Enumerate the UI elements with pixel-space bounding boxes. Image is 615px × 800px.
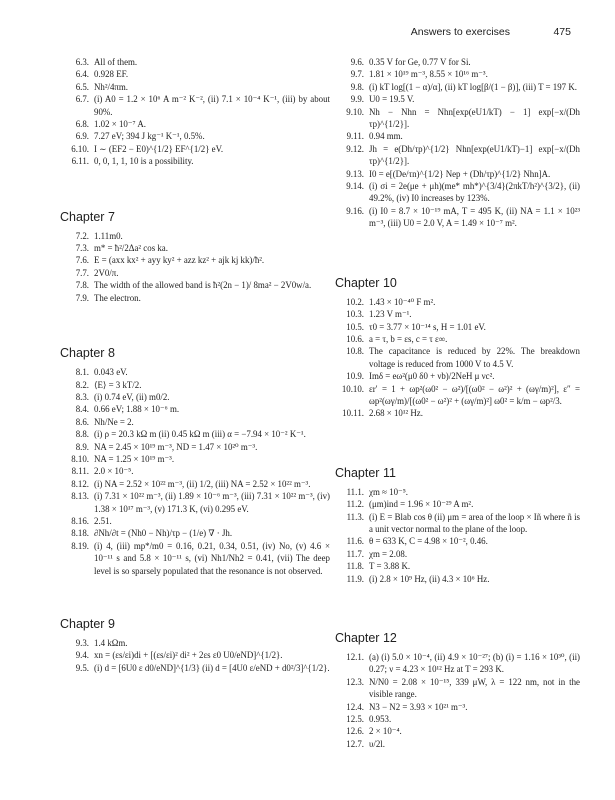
answer-text: The width of the allowed band is ħ²(2n − 1)/ 8ma² − 2V0w/a. [94,280,312,291]
exercise-number: 6.4. [75,69,89,80]
chapter-heading: Chapter 8 [60,346,115,361]
answer-entry [335,143,580,168]
answer-text: 1.02 × 10⁻⁷ A. [94,119,146,130]
answer-text: (i) I0 = 8.7 × 10⁻¹⁹ mA, T = 495 K, (ii) NA = 1.1 × 10²³ m⁻³, (iii) U0 = 2.0 V, A = 1.49 × 10⁻⁷ m². [369,205,580,229]
answer-entry [60,379,330,391]
answer-entry [335,296,580,308]
answer-text: (i) ρ = 20.3 kΩ m (ii) 0.45 kΩ m (iii) α = −7.94 × 10⁻² K⁻¹. [94,429,306,440]
answer-entry [60,441,330,453]
exercise-number: 10.3. [346,309,364,320]
answer-text: Nh²/4πm. [94,81,129,92]
answer-text: Jh = e(Dh/τp)^{1/2} Nhn[exp(eU1/kT)−1] exp[−x/(Dh τp)^{1/2}]. [369,143,580,167]
exercise-number: 8.18. [71,528,89,539]
answer-entry [60,403,330,415]
answer-entry [335,407,580,419]
exercise-number: 10.10. [341,383,364,394]
answer-entry [335,676,580,701]
exercise-number: 8.9. [75,441,89,452]
answer-text: (i) E = Blab cos θ (ii) μm = area of the loop × Iñ where ñ is a unit vector normal to the plane of the loop. [369,511,580,534]
answer-entry [60,81,330,93]
answer-entry [335,651,580,676]
answer-text: NA = 1.25 × 10¹⁹ m⁻³. [94,453,175,464]
answer-text: (i) 2.8 × 10⁹ Hz, (ii) 4.3 × 10⁶ Hz. [369,573,490,584]
answer-entry [335,345,580,370]
answer-entry [60,230,330,242]
answer-text: N/N0 = 2.08 × 10⁻¹⁵, 339 μW, λ = 122 nm, not in the visible range. [369,676,580,700]
section-spacer [60,168,330,210]
answer-text: ⟨E⟩ = 3 kT/2. [94,379,142,390]
answer-entry [335,333,580,345]
exercise-number: 12.7. [346,738,364,749]
page-header [0,26,615,42]
answer-text: (i) 7.31 × 10²² m⁻³, (ii) 1.89 × 10⁻⁶ m⁻³, (iii) 7.31 × 10²² m⁻³, (iv) 1.38 × 10¹⁷ m⁻³, (v) 171.3 K, (vi) 0.295 eV. [94,491,330,514]
section-spacer [335,585,580,631]
exercise-number: 8.3. [75,391,89,402]
section-spacer [335,420,580,466]
answer-text: 0.043 eV. [94,367,128,378]
exercise-number: 8.6. [75,416,89,427]
answer-text: εr′ = 1 + ωp²(ω0² − ω²)/[(ω0² − ω²)² + (ωγ/m)²], ε″ = ωp²(ωγ/m)/[(ω0² − ω²)² + (ωγ/m)²] ω0² = k/m − ωp²/3. [369,383,580,406]
answer-text: χm = 2.08. [369,548,408,559]
left-column [60,56,330,674]
answer-text: xn = (εs/εi)di + [(εs/εi)² di² + 2εs ε0 U0/eND]^{1/2}. [94,650,283,661]
answer-entry [60,540,330,577]
answer-entry [335,725,580,737]
answer-entry [60,490,330,515]
answer-entry [60,662,330,674]
exercise-number: 11.3. [346,511,364,522]
exercise-number: 8.4. [75,404,89,415]
exercise-number: 12.4. [346,701,364,712]
answer-entry [60,68,330,80]
answer-text: ∂Nh/∂t = (Nh0 − Nh)/τp − (1/e) ∇ · Jh. [94,528,233,539]
answer-entry [335,205,580,230]
answer-entry [335,93,580,105]
answer-entry [60,292,330,304]
answer-entry [335,738,580,750]
answer-text: All of them. [94,57,138,67]
answer-entry [335,168,580,180]
answer-entry [60,242,330,254]
exercise-number: 9.5. [75,662,89,673]
answer-text: 2.51. [94,515,112,526]
exercise-number: 8.2. [75,379,89,390]
exercise-number: 9.9. [350,94,364,105]
answer-entry [60,267,330,279]
answer-text: T = 3.88 K. [369,561,411,572]
exercise-number: 7.6. [75,255,89,266]
answer-text: (i) kT log[(1 − α)/α], (ii) kT log[β/(1 − β)], (iii) T = 197 K. [369,81,577,92]
exercise-number: 8.16. [71,515,89,526]
answer-text: a = τ, b = εs, c = τ ε∞. [369,333,448,344]
answer-text: 1.43 × 10⁻⁴⁰ F m². [369,296,436,307]
exercise-number: 9.16. [346,205,364,216]
exercise-number: 9.6. [350,57,364,67]
chapter-heading: Chapter 11 [335,465,396,480]
exercise-number: 9.11. [346,131,364,142]
section-spacer [60,304,330,346]
answer-entry [60,279,330,291]
answer-entry [60,391,330,403]
exercise-number: 9.7. [350,69,364,80]
answer-text: (i) 0.74 eV, (ii) m0/2. [94,391,170,402]
exercise-number: 9.12. [346,143,364,154]
exercise-number: 7.3. [75,243,89,254]
answer-text: Nh − Nhn = Nhn[exp(eU1/kT) − 1] exp[−x/(Dh τp)^{1/2}]. [369,106,580,130]
exercise-number: 9.3. [75,638,89,648]
exercise-number: 12.5. [346,714,364,725]
answer-entry [335,713,580,725]
answer-text: 0.66 eV; 1.88 × 10⁻⁶ m. [94,404,180,415]
answer-entry [60,118,330,130]
answer-entry [335,68,580,80]
exercise-number: 11.9. [346,573,364,584]
answer-entry [60,527,330,539]
exercise-number: 9.10. [346,106,364,117]
exercise-number: 10.2. [346,296,364,307]
answer-text: 0.35 V for Ge, 0.77 V for Si. [369,57,471,67]
chapter-heading: Chapter 9 [60,617,115,631]
answer-entry [335,548,580,560]
page-number: 475 [553,26,571,38]
exercise-number: 12.3. [346,676,364,687]
answer-text: (i) NA = 2.52 × 10²² m⁻³, (ii) 1/2, (iii) NA = 2.52 × 10²² m⁻³. [94,478,311,489]
exercise-number: 8.10. [71,453,89,464]
answer-text: E = (axx kx² + ayy ky² + azz kz² + ajk kj kk)/ħ². [94,255,265,266]
answer-entry [60,93,330,118]
exercise-number: 10.6. [346,333,364,344]
answer-text: I ∼ (EF2 − E0)^{1/2} EF^{1/2} eV. [94,143,224,154]
exercise-number: 7.8. [75,280,89,291]
answer-entry [335,498,580,510]
section-spacer [60,577,330,617]
answer-text: The capacitance is reduced by 22%. The breakdown voltage is reduced from 1000 V to 4.5 V. [369,346,580,369]
answer-entry [60,515,330,527]
answer-text: Imδ = eω²(μ0 δ0 + νb)/2NeH μ νc². [369,371,495,382]
answer-entry [60,143,330,155]
answer-entry [335,56,580,68]
exercise-number: 10.8. [346,346,364,357]
exercise-number: 8.8. [75,429,89,440]
answer-text: 1.4 kΩm. [94,638,128,648]
chapter-heading: Chapter 10 [335,275,397,290]
answer-text: θ = 633 K, C = 4.98 × 10⁻², 0.46. [369,536,488,547]
answer-text: N3 − N2 = 3.93 × 10²¹ m⁻³. [369,701,468,712]
section-spacer [335,230,580,276]
exercise-number: 9.14. [346,181,364,192]
answer-entry [335,511,580,536]
answer-text: 7.27 eV; 394 J kg⁻¹ K⁻¹, 0.5%. [94,131,205,142]
answer-text: 0, 0, 1, 1, 10 is a possibility. [94,156,194,167]
exercise-number: 8.19. [71,540,89,551]
exercise-number: 11.2. [346,499,364,510]
answer-entry [335,130,580,142]
answer-text: (i) σi = 2e(μe + μh)(me* mh*)^{3/4}(2πkT/h²)^{3/2}, (ii) 49.2%, (iv) I0 increases by 123%. [369,181,580,204]
exercise-number: 9.8. [350,81,364,92]
answer-text: 0.928 EF. [94,69,129,80]
exercise-number: 6.8. [75,119,89,130]
running-head: Answers to exercises [410,26,510,38]
exercise-number: 7.9. [75,292,89,303]
exercise-number: 10.9. [346,371,364,382]
answer-text: χm ≈ 10⁻⁵. [369,486,409,497]
answer-entry [60,453,330,465]
answer-entry [60,130,330,142]
answer-entry [60,649,330,661]
answer-entry [335,486,580,498]
exercise-number: 6.5. [75,81,89,92]
answer-entry [335,370,580,382]
answer-text: Nh/Ne = 2. [94,416,134,427]
answer-text: υ/2l. [369,738,385,749]
exercise-number: 6.9. [75,131,89,142]
exercise-number: 8.11. [71,466,89,477]
exercise-number: 8.13. [71,491,89,502]
exercise-number: 12.1. [346,652,364,662]
answer-entry [335,308,580,320]
exercise-number: 7.2. [75,230,89,241]
answer-text: (i) 4, (iii) mp*/m0 = 0.16, 0.21, 0.34, 0.51, (iv) No, (v) 4.6 × 10⁻¹¹ s and 5.8 × 10⁻¹¹ s, (vi) Nh1/Nh2 = 0.41, (vii) The deep level is so sparsely populated that the resonance is not observed. [94,540,330,576]
answer-text: 2 × 10⁻⁴. [369,726,402,737]
exercise-number: 11.1. [346,486,364,497]
answer-entry [60,56,330,68]
exercise-number: 9.13. [346,168,364,179]
exercise-number: 6.10. [71,143,89,154]
exercise-number: 6.11. [71,156,89,167]
exercise-number: 11.6. [346,536,364,547]
exercise-number: 6.7. [75,94,89,105]
exercise-number: 10.11. [342,408,364,419]
exercise-number: 8.1. [75,367,89,378]
answer-text: (a) (i) 5.0 × 10⁻⁴, (ii) 4.9 × 10⁻²⁷; (b) (i) = 1.16 × 10³⁰, (ii) 0.27; ν = 4.23 × 10¹² Hz at T = 293 K. [369,652,580,675]
answer-entry [335,573,580,585]
exercise-number: 10.5. [346,321,364,332]
answer-entry [60,428,330,440]
exercise-number: 9.4. [75,650,89,661]
answer-entry [335,383,580,408]
answer-text: U0 = 19.5 V. [369,94,415,105]
answer-entry [335,535,580,547]
answer-entry [335,560,580,572]
answer-entry [335,701,580,713]
answer-entry [60,254,330,266]
exercise-number: 7.7. [75,267,89,278]
answer-text: I0 = e[(De/τn)^{1/2} Nep + (Dh/τp)^{1/2} Nhn]A. [369,168,551,179]
answer-text: (i) d = [6U0 ε d0/eND]^{1/3} (ii) d = [4U0 ε/eND + d0²/3]^{1/2}. [94,662,330,673]
answer-text: NA = 2.45 × 10¹⁹ m⁻³, ND = 1.47 × 10²⁰ m⁻³. [94,441,258,452]
answer-text: (μm)ind = 1.96 × 10⁻²⁹ A m². [369,499,474,510]
answer-text: m* = ħ²/2Δa² cos ka. [94,243,168,254]
chapter-heading: Chapter 7 [60,209,115,224]
answer-text: 0.953. [369,714,392,725]
answer-text: τ0 = 3.77 × 10⁻¹⁴ s, H = 1.01 eV. [369,321,486,332]
right-column [335,56,580,750]
answer-entry [335,106,580,131]
answer-entry [60,465,330,477]
answer-text: 2.0 × 10⁻⁵. [94,466,134,477]
answer-text: 1.23 V m⁻¹. [369,309,412,320]
exercise-number: 12.6. [346,726,364,737]
answer-text: 1.11m0. [94,230,123,241]
exercise-number: 8.12. [71,478,89,489]
answer-text: (i) A0 = 1.2 × 10⁶ A m⁻² K⁻², (ii) 7.1 × 10⁻⁴ K⁻¹, (iii) by about 90%. [94,94,330,117]
chapter-heading: Chapter 12 [335,631,397,645]
exercise-number: 11.8. [346,561,364,572]
answer-entry [60,155,330,167]
answer-entry [335,321,580,333]
exercise-number: 11.7. [346,548,364,559]
answer-text: 2V0/π. [94,267,119,278]
answer-entry [60,478,330,490]
exercise-number: 6.3. [75,57,89,67]
answer-entry [60,416,330,428]
answer-text: 0.94 mm. [369,131,403,142]
answer-entry [60,366,330,378]
answer-text: 2.68 × 10¹² Hz. [369,408,423,419]
answer-entry [335,81,580,93]
answer-entry [60,637,330,649]
answer-entry [335,180,580,205]
answer-text: The electron. [94,292,141,303]
answer-text: 1.81 × 10¹⁹ m⁻³, 8.55 × 10¹⁶ m⁻³. [369,69,488,80]
